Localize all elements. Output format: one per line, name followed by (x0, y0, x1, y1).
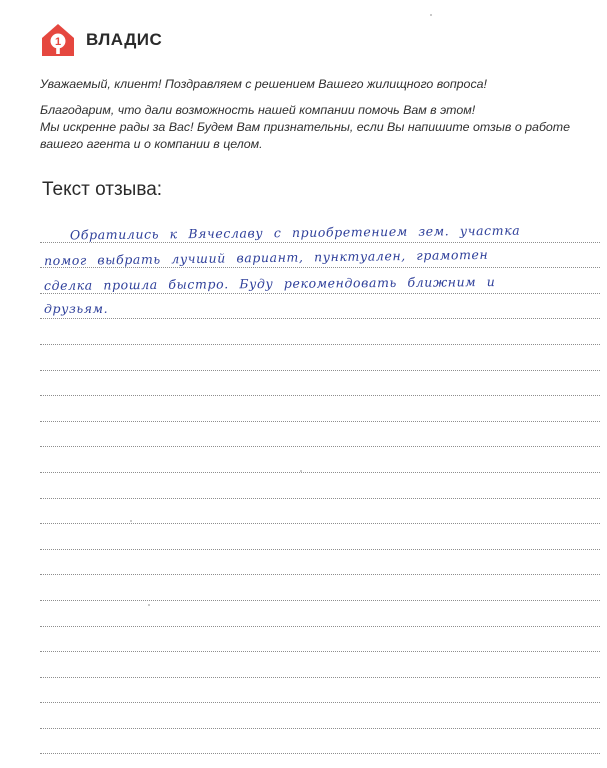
thanks-text (40, 102, 580, 153)
review-line (40, 652, 600, 678)
scan-speck (148, 604, 150, 606)
intro-text (40, 76, 580, 162)
house-key-icon (40, 22, 76, 58)
scan-speck (300, 470, 302, 472)
review-line (40, 575, 600, 601)
review-line (40, 294, 600, 320)
review-lines (40, 217, 600, 754)
handwritten-text: сделка прошла быстро. Буду рекомендовать ближним и (43, 273, 496, 293)
review-line (40, 217, 600, 243)
review-line (40, 550, 600, 576)
thanks-line: Благодарим, что дали возможность нашей компании помочь Вам в этом! (40, 103, 476, 117)
brand-name: ВЛАДИС (86, 30, 163, 49)
review-line (40, 703, 600, 729)
review-line (40, 678, 600, 704)
review-line (40, 524, 600, 550)
review-line (40, 319, 600, 345)
brand-logo (40, 22, 162, 58)
review-line (40, 422, 600, 448)
review-line (40, 499, 600, 525)
review-line (40, 243, 600, 269)
thanks-line: вашего агента и о компании в целом. (40, 137, 263, 151)
review-line (40, 447, 600, 473)
greeting-text: Уважаемый, клиент! Поздравляем с решением Вашего жилищного вопроса! (40, 77, 487, 91)
scan-speck (130, 520, 132, 522)
review-heading: Текст отзыва: (42, 179, 163, 200)
scan-speck (430, 14, 432, 16)
review-line (40, 601, 600, 627)
review-line (40, 729, 600, 755)
review-line (40, 627, 600, 653)
logo-digit: 1 (54, 36, 62, 48)
handwritten-text: Обратились к Вячеславу с приобретением зем. участка (69, 222, 521, 242)
handwritten-text: друзьям. (44, 301, 109, 317)
review-line (40, 473, 600, 499)
review-line (40, 268, 600, 294)
thanks-line: Мы искренне рады за Вас! Будем Вам признательны, если Вы напишите отзыв о работе (40, 120, 571, 134)
handwritten-text: помог выбрать лучший вариант, пунктуален, грамотен (43, 247, 489, 269)
review-line (40, 396, 600, 422)
review-line (40, 345, 600, 371)
review-line (40, 371, 600, 397)
